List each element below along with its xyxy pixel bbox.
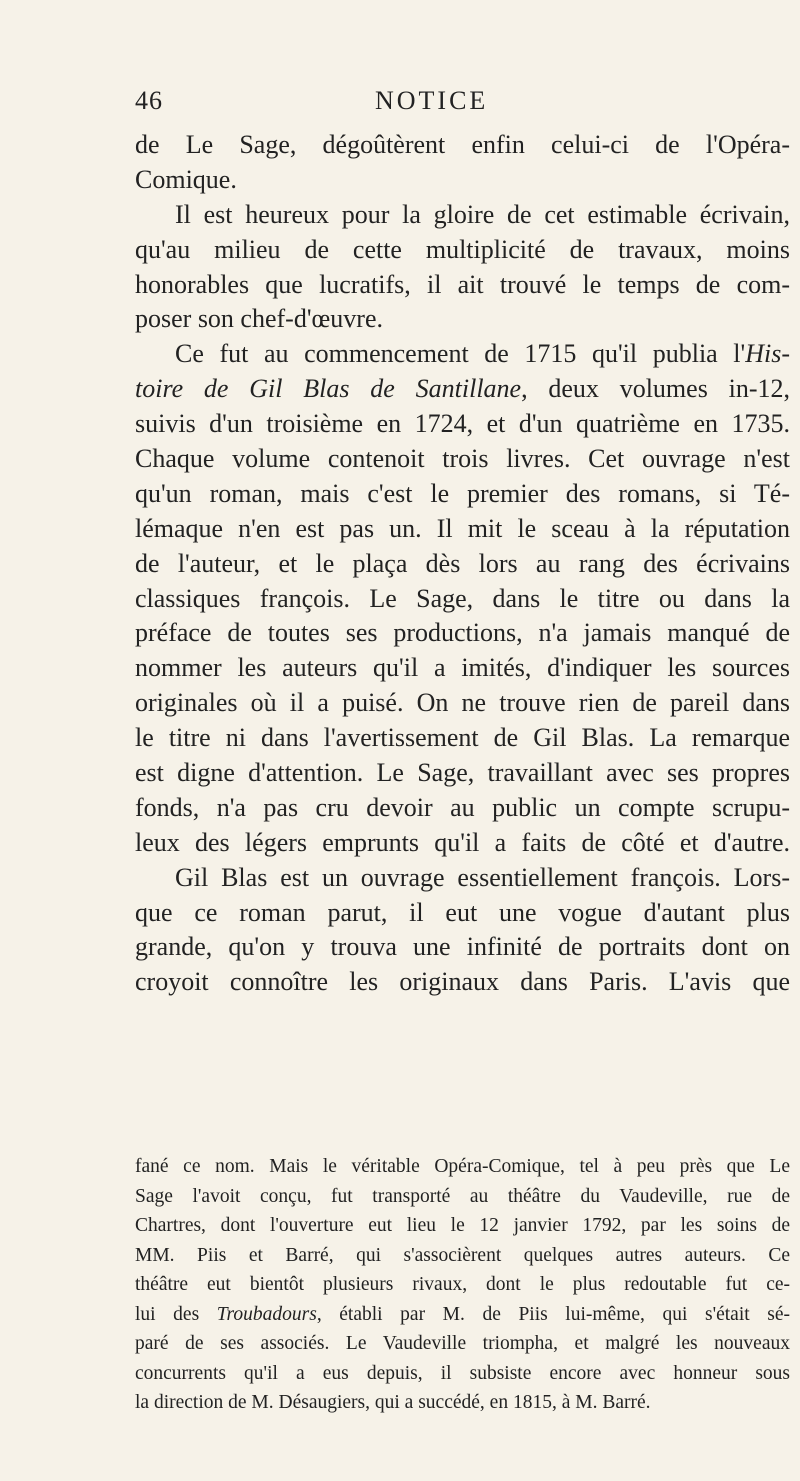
footnote-line: fané ce nom. Mais le véritable Opéra-Comique, tel à peu près que Le bbox=[135, 1156, 790, 1177]
italic-title: Troubadours bbox=[216, 1303, 317, 1325]
text-line: Gil Blas est un ouvrage essentiellement françois. Lors- bbox=[175, 862, 790, 892]
text-line: originales où il a puisé. On ne trouve rien de pareil dans bbox=[135, 688, 790, 718]
text-line: grande, qu'on y trouva une infinité de portraits dont on bbox=[135, 932, 790, 962]
footnote-line bbox=[135, 1300, 790, 1330]
text-line: fonds, n'a pas cru devoir au public un compte scrupu- bbox=[135, 792, 790, 822]
text-line: que ce roman parut, il eut une vogue d'autant plus bbox=[135, 897, 790, 927]
text-segment: Ce fut au commencement de 1715 qu'il publia l' bbox=[175, 339, 746, 369]
footnote-line: la direction de M. Désaugiers, qui a succédé, en 1815, à M. Barré. bbox=[135, 1392, 651, 1413]
page-number: 46 bbox=[135, 86, 163, 115]
footnote-line: MM. Piis et Barré, qui s'associèrent quelques autres auteurs. Ce bbox=[135, 1244, 790, 1266]
text-line: lémaque n'en est pas un. Il mit le sceau à la réputation bbox=[135, 513, 790, 543]
footnote-line: théâtre eut bientôt plusieurs rivaux, dont le plus redoutable fut ce- bbox=[135, 1274, 790, 1295]
text-line: Il est heureux pour la gloire de cet estimable écrivain, bbox=[175, 199, 790, 229]
text-line: croyoit connoître les originaux dans Paris. L'avis que bbox=[135, 967, 790, 997]
page-header bbox=[135, 86, 790, 122]
text-line: qu'un roman, mais c'est le premier des romans, si Té- bbox=[135, 478, 790, 508]
footnote-line: concurrents qu'il a eus depuis, il subsiste encore avec honneur sous bbox=[135, 1362, 790, 1384]
text-line: honorables que lucratifs, il ait trouvé le temps de com- bbox=[135, 269, 790, 299]
text-line: qu'au milieu de cette multiplicité de travaux, moins bbox=[135, 234, 790, 264]
text-line: poser son chef-d'œuvre. bbox=[135, 304, 383, 334]
text-segment: , deux volumes in-12, bbox=[521, 374, 790, 404]
text-line: de Le Sage, dégoûtèrent enfin celui-ci de l'Opéra- bbox=[135, 130, 790, 159]
italic-title: toire de Gil Blas de Santillane bbox=[135, 374, 522, 404]
footnote-line: paré de ses associés. Le Vaudeville triompha, et malgré les nouveaux bbox=[135, 1333, 790, 1354]
text-line: nommer les auteurs qu'il a imités, d'indiquer les sources bbox=[135, 653, 790, 683]
footnote bbox=[135, 1152, 790, 1418]
running-title: NOTICE bbox=[375, 86, 489, 115]
text-line: préface de toutes ses productions, n'a jamais manqué de bbox=[135, 618, 790, 648]
text-segment: , établi par M. de Piis lui-même, qui s'était sé- bbox=[316, 1303, 790, 1325]
text-line: de l'auteur, et le plaça dès lors au rang des écrivains bbox=[135, 548, 790, 578]
italic-title: His- bbox=[745, 339, 790, 369]
text-line: le titre ni dans l'avertissement de Gil Blas. La remarque bbox=[135, 723, 790, 753]
main-text bbox=[135, 128, 790, 1000]
text-line bbox=[135, 372, 790, 407]
text-line: leux des légers emprunts qu'il a faits de côté et d'autre. bbox=[135, 827, 790, 857]
text-line: suivis d'un troisième en 1724, et d'un quatrième en 1735. bbox=[135, 409, 790, 439]
footnote-line: Sage l'avoit conçu, fut transporté au théâtre du Vaudeville, rue de bbox=[135, 1185, 790, 1207]
text-line bbox=[135, 337, 790, 372]
text-line: Comique. bbox=[135, 164, 237, 194]
text-segment: lui des bbox=[135, 1303, 217, 1325]
text-line: Chaque volume contenoit trois livres. Cet ouvrage n'est bbox=[135, 444, 790, 474]
text-line: classiques françois. Le Sage, dans le titre ou dans la bbox=[135, 583, 790, 613]
text-line: est digne d'attention. Le Sage, travaillant avec ses propres bbox=[135, 758, 790, 788]
footnote-line: Chartres, dont l'ouverture eut lieu le 12 janvier 1792, par les soins de bbox=[135, 1215, 790, 1236]
